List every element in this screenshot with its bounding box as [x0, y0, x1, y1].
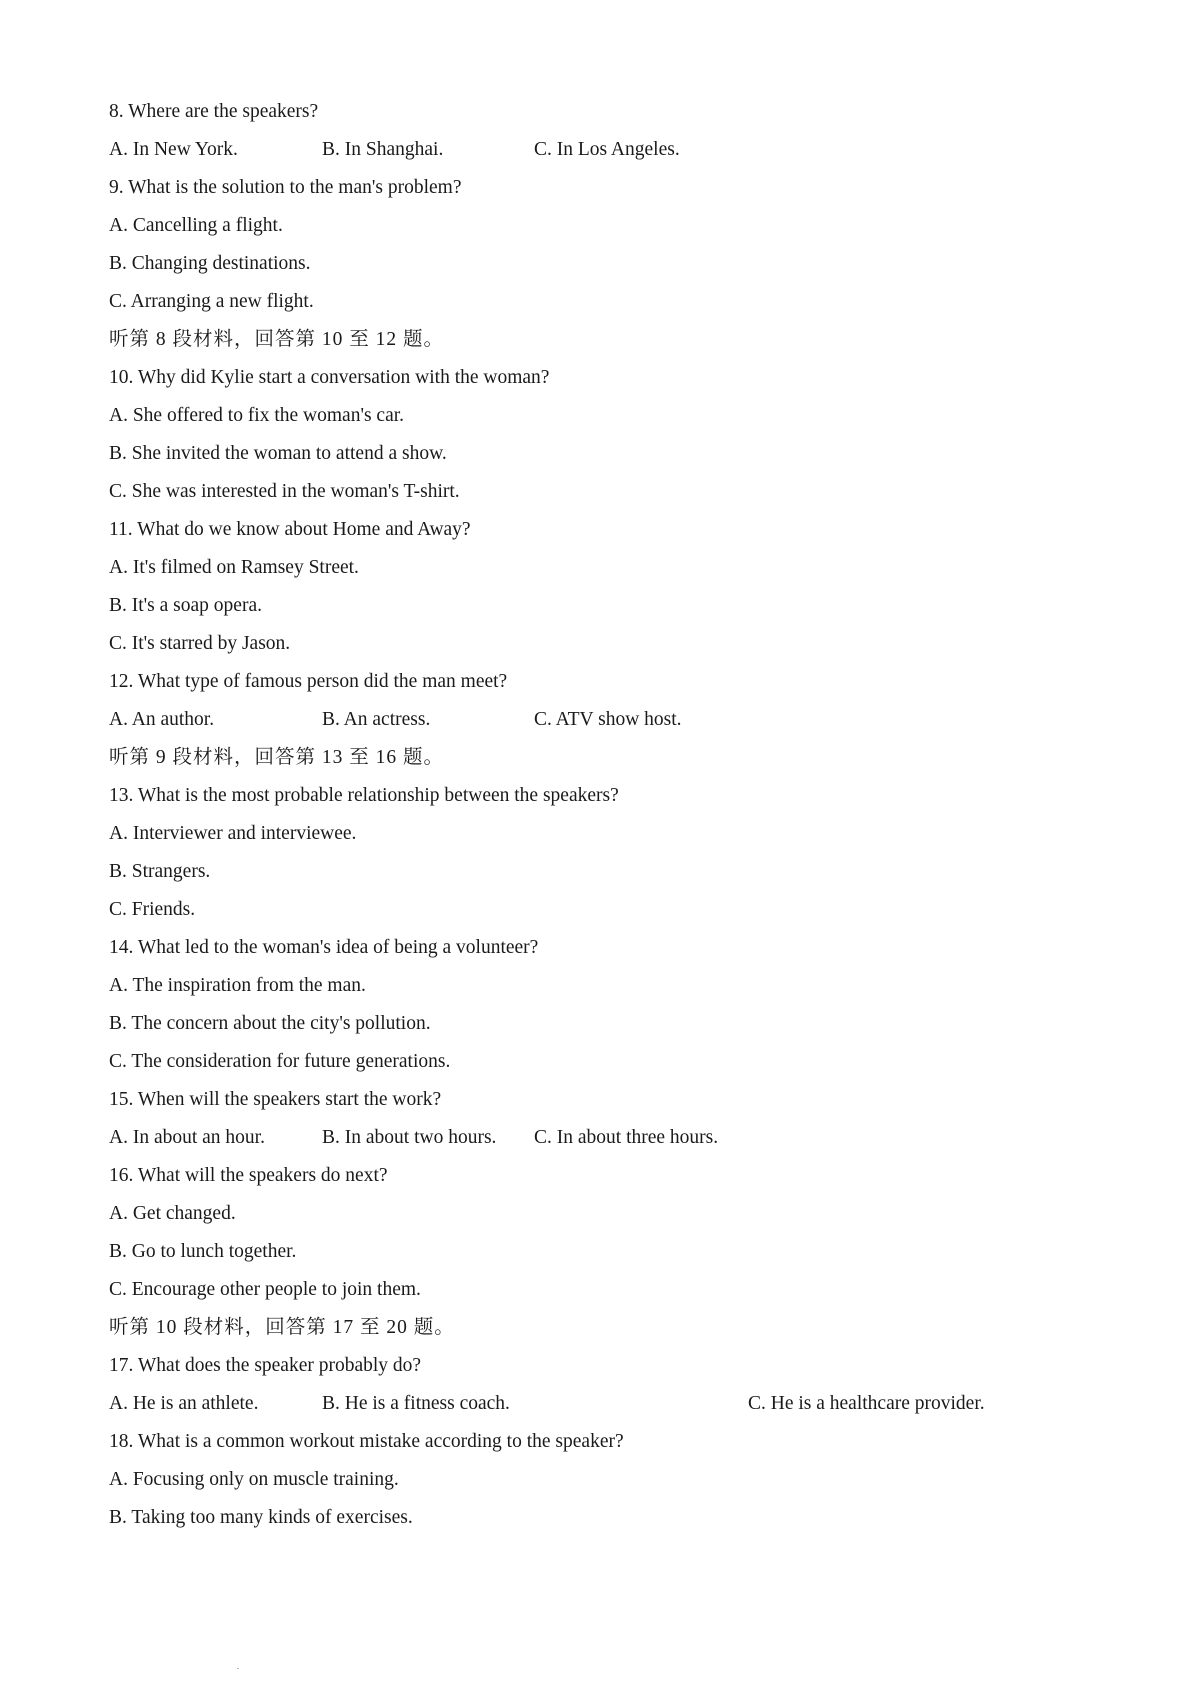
option-c: C. She was interested in the woman's T-shirt.: [109, 481, 460, 502]
question-17-options: [109, 1385, 985, 1423]
option-a: A. In New York.: [109, 139, 238, 160]
question-17: 17. What does the speaker probably do?: [109, 1355, 422, 1376]
option-b: B. Go to lunch together.: [109, 1241, 297, 1262]
option-c: C. Friends.: [109, 899, 196, 920]
question-9: 9. What is the solution to the man's problem?: [109, 177, 462, 198]
option-b: B. In about two hours.: [322, 1127, 497, 1148]
option-b: B. She invited the woman to attend a show.: [109, 443, 447, 464]
option-a: A. It's filmed on Ramsey Street.: [109, 557, 359, 578]
option-a: A. He is an athlete.: [109, 1393, 259, 1414]
option-c: C. Arranging a new flight.: [109, 291, 314, 312]
option-b: B. Taking too many kinds of exercises.: [109, 1507, 413, 1528]
option-a: A. She offered to fix the woman's car.: [109, 405, 405, 426]
question-16: 16. What will the speakers do next?: [109, 1165, 388, 1186]
question-11: 11. What do we know about Home and Away?: [109, 519, 471, 540]
section-heading-10: 听第 10 段材料，回答第 17 至 20 题。: [109, 1317, 455, 1338]
option-a: A. Get changed.: [109, 1203, 236, 1224]
option-c: C. He is a healthcare provider.: [748, 1393, 985, 1414]
option-c: C. It's starred by Jason.: [109, 633, 291, 654]
option-b: B. In Shanghai.: [322, 139, 444, 160]
option-a: A. In about an hour.: [109, 1127, 265, 1148]
question-15: 15. When will the speakers start the work?: [109, 1089, 442, 1110]
question-13: 13. What is the most probable relationship between the speakers?: [109, 785, 619, 806]
option-a: A. An author.: [109, 709, 215, 730]
option-b: B. He is a fitness coach.: [322, 1393, 510, 1414]
question-14: 14. What led to the woman's idea of being a volunteer?: [109, 937, 539, 958]
option-b: B. Changing destinations.: [109, 253, 311, 274]
section-heading-8: 听第 8 段材料，回答第 10 至 12 题。: [109, 329, 445, 350]
question-10: 10. Why did Kylie start a conversation with the woman?: [109, 367, 550, 388]
option-c: C. ATV show host.: [534, 709, 682, 730]
option-c: C. In about three hours.: [534, 1127, 719, 1148]
option-b: B. It's a soap opera.: [109, 595, 262, 616]
question-18: 18. What is a common workout mistake according to the speaker?: [109, 1431, 624, 1452]
question-12: 12. What type of famous person did the man meet?: [109, 671, 508, 692]
question-12-options: [109, 701, 682, 739]
option-a: A. Interviewer and interviewee.: [109, 823, 357, 844]
section-heading-9: 听第 9 段材料，回答第 13 至 16 题。: [109, 747, 445, 768]
option-b: B. An actress.: [322, 709, 431, 730]
scan-speck: [237, 1668, 239, 1669]
question-8-options: [109, 131, 680, 169]
question-8: 8. Where are the speakers?: [109, 101, 319, 122]
option-b: B. The concern about the city's pollution.: [109, 1013, 431, 1034]
option-c: C. Encourage other people to join them.: [109, 1279, 421, 1300]
option-a: A. The inspiration from the man.: [109, 975, 366, 996]
option-a: A. Cancelling a flight.: [109, 215, 283, 236]
option-b: B. Strangers.: [109, 861, 211, 882]
option-c: C. In Los Angeles.: [534, 139, 680, 160]
question-15-options: [109, 1119, 719, 1157]
option-a: A. Focusing only on muscle training.: [109, 1469, 399, 1490]
option-c: C. The consideration for future generations.: [109, 1051, 451, 1072]
